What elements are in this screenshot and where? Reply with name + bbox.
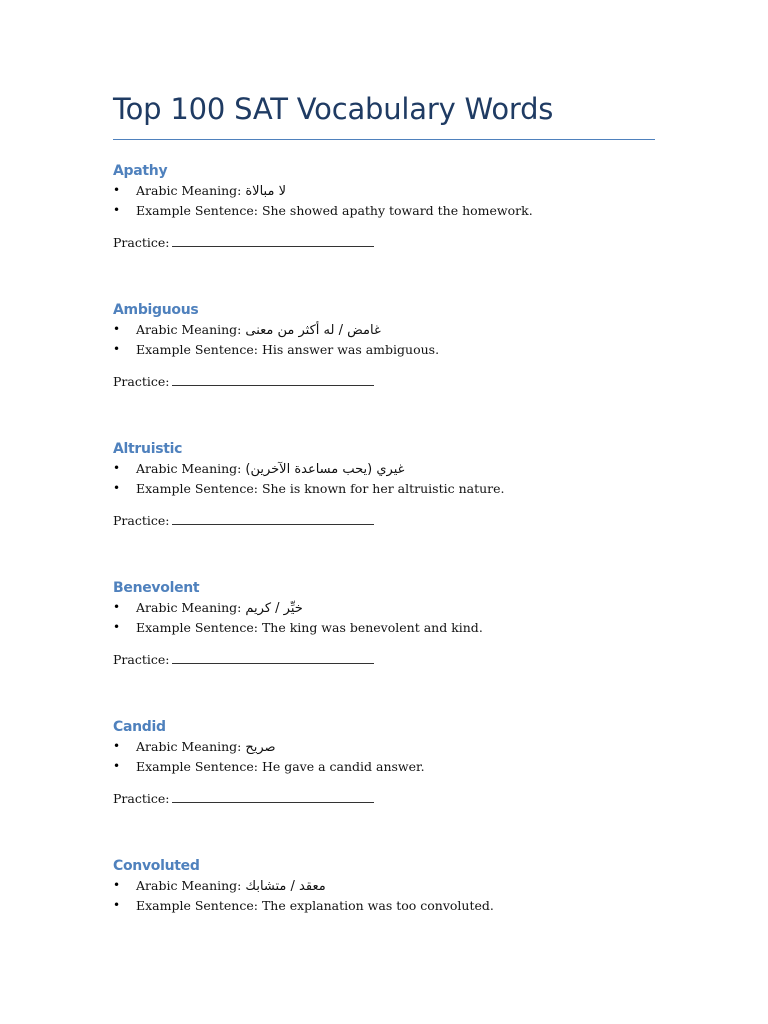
bullet-icon: • — [113, 897, 121, 912]
example-sentence-text: His answer was ambiguous. — [261, 341, 440, 357]
bullet-icon: • — [113, 758, 121, 773]
arabic-meaning-text: خيِّر / كريم — [245, 601, 303, 616]
example-sentence-item — [113, 340, 673, 360]
vocab-details-list — [113, 876, 673, 915]
bullet-icon: • — [113, 341, 121, 356]
arabic-meaning-label: Arabic Meaning: — [136, 739, 242, 754]
practice-blank[interactable] — [172, 788, 374, 803]
arabic-meaning-text: صريح — [245, 740, 276, 755]
example-sentence-text: She showed apathy toward the homework. — [261, 202, 533, 218]
practice-line — [113, 788, 673, 808]
arabic-meaning-text: غامض / له أكثر من معنى — [245, 323, 381, 338]
bullet-icon: • — [113, 600, 121, 614]
vocab-word-heading: Convoluted — [113, 858, 200, 874]
arabic-meaning-text: غيري (يحب مساعدة الآخرين) — [245, 462, 405, 477]
vocab-word-heading: Ambiguous — [113, 302, 199, 318]
arabic-meaning-item — [113, 876, 673, 896]
example-sentence-item — [113, 479, 673, 499]
arabic-meaning-item — [113, 598, 673, 618]
vocab-entry — [113, 161, 673, 252]
practice-line — [113, 510, 673, 530]
page-title: Top 100 SAT Vocabulary Words — [113, 92, 554, 126]
practice-blank[interactable] — [172, 510, 374, 525]
bullet-icon: • — [113, 461, 121, 475]
bullet-icon: • — [113, 183, 121, 197]
arabic-meaning-item — [113, 737, 673, 757]
arabic-meaning-text: لا مبالاة — [245, 184, 286, 199]
arabic-meaning-item — [113, 320, 673, 340]
example-sentence-label: Example Sentence: — [136, 480, 258, 496]
bullet-icon: • — [113, 322, 121, 336]
practice-label: Practice: — [113, 652, 170, 667]
example-sentence-item — [113, 201, 673, 221]
practice-label: Practice: — [113, 235, 170, 250]
example-sentence-text: She is known for her altruistic nature. — [261, 480, 505, 496]
vocab-entry — [113, 856, 673, 915]
arabic-meaning-item — [113, 459, 673, 479]
bullet-icon: • — [113, 739, 121, 753]
vocab-word-heading: Benevolent — [113, 580, 200, 596]
vocab-entry — [113, 300, 673, 391]
vocab-word-heading: Candid — [113, 719, 166, 735]
example-sentence-label: Example Sentence: — [136, 202, 258, 218]
vocab-details-list — [113, 181, 673, 220]
example-sentence-label: Example Sentence: — [136, 897, 258, 913]
example-sentence-text: He gave a candid answer. — [261, 758, 425, 774]
example-sentence-text: The explanation was too convoluted. — [261, 897, 494, 913]
bullet-icon: • — [113, 480, 121, 495]
vocab-details-list — [113, 598, 673, 637]
example-sentence-label: Example Sentence: — [136, 758, 258, 774]
practice-label: Practice: — [113, 374, 170, 389]
vocab-word-heading: Altruistic — [113, 441, 183, 457]
vocab-entry — [113, 439, 673, 530]
vocab-entry — [113, 578, 673, 669]
practice-label: Practice: — [113, 791, 170, 806]
bullet-icon: • — [113, 202, 121, 217]
arabic-meaning-label: Arabic Meaning: — [136, 183, 242, 198]
example-sentence-item — [113, 757, 673, 777]
vocab-entry — [113, 717, 673, 808]
practice-line — [113, 371, 673, 391]
vocab-details-list — [113, 737, 673, 776]
vocab-word-heading: Apathy — [113, 163, 168, 179]
example-sentence-text: The king was benevolent and kind. — [261, 619, 483, 635]
example-sentence-label: Example Sentence: — [136, 619, 258, 635]
example-sentence-item — [113, 618, 673, 638]
practice-blank[interactable] — [172, 649, 374, 664]
practice-line — [113, 232, 673, 252]
bullet-icon: • — [113, 878, 121, 892]
practice-blank[interactable] — [172, 232, 374, 247]
practice-line — [113, 649, 673, 669]
title-underline — [113, 139, 655, 140]
vocab-details-list — [113, 459, 673, 498]
arabic-meaning-label: Arabic Meaning: — [136, 461, 242, 476]
practice-label: Practice: — [113, 513, 170, 528]
arabic-meaning-text: معقد / متشابك — [245, 879, 326, 894]
arabic-meaning-item — [113, 181, 673, 201]
example-sentence-item — [113, 896, 673, 916]
arabic-meaning-label: Arabic Meaning: — [136, 322, 242, 337]
vocab-details-list — [113, 320, 673, 359]
arabic-meaning-label: Arabic Meaning: — [136, 878, 242, 893]
arabic-meaning-label: Arabic Meaning: — [136, 600, 242, 615]
practice-blank[interactable] — [172, 371, 374, 386]
bullet-icon: • — [113, 619, 121, 634]
example-sentence-label: Example Sentence: — [136, 341, 258, 357]
